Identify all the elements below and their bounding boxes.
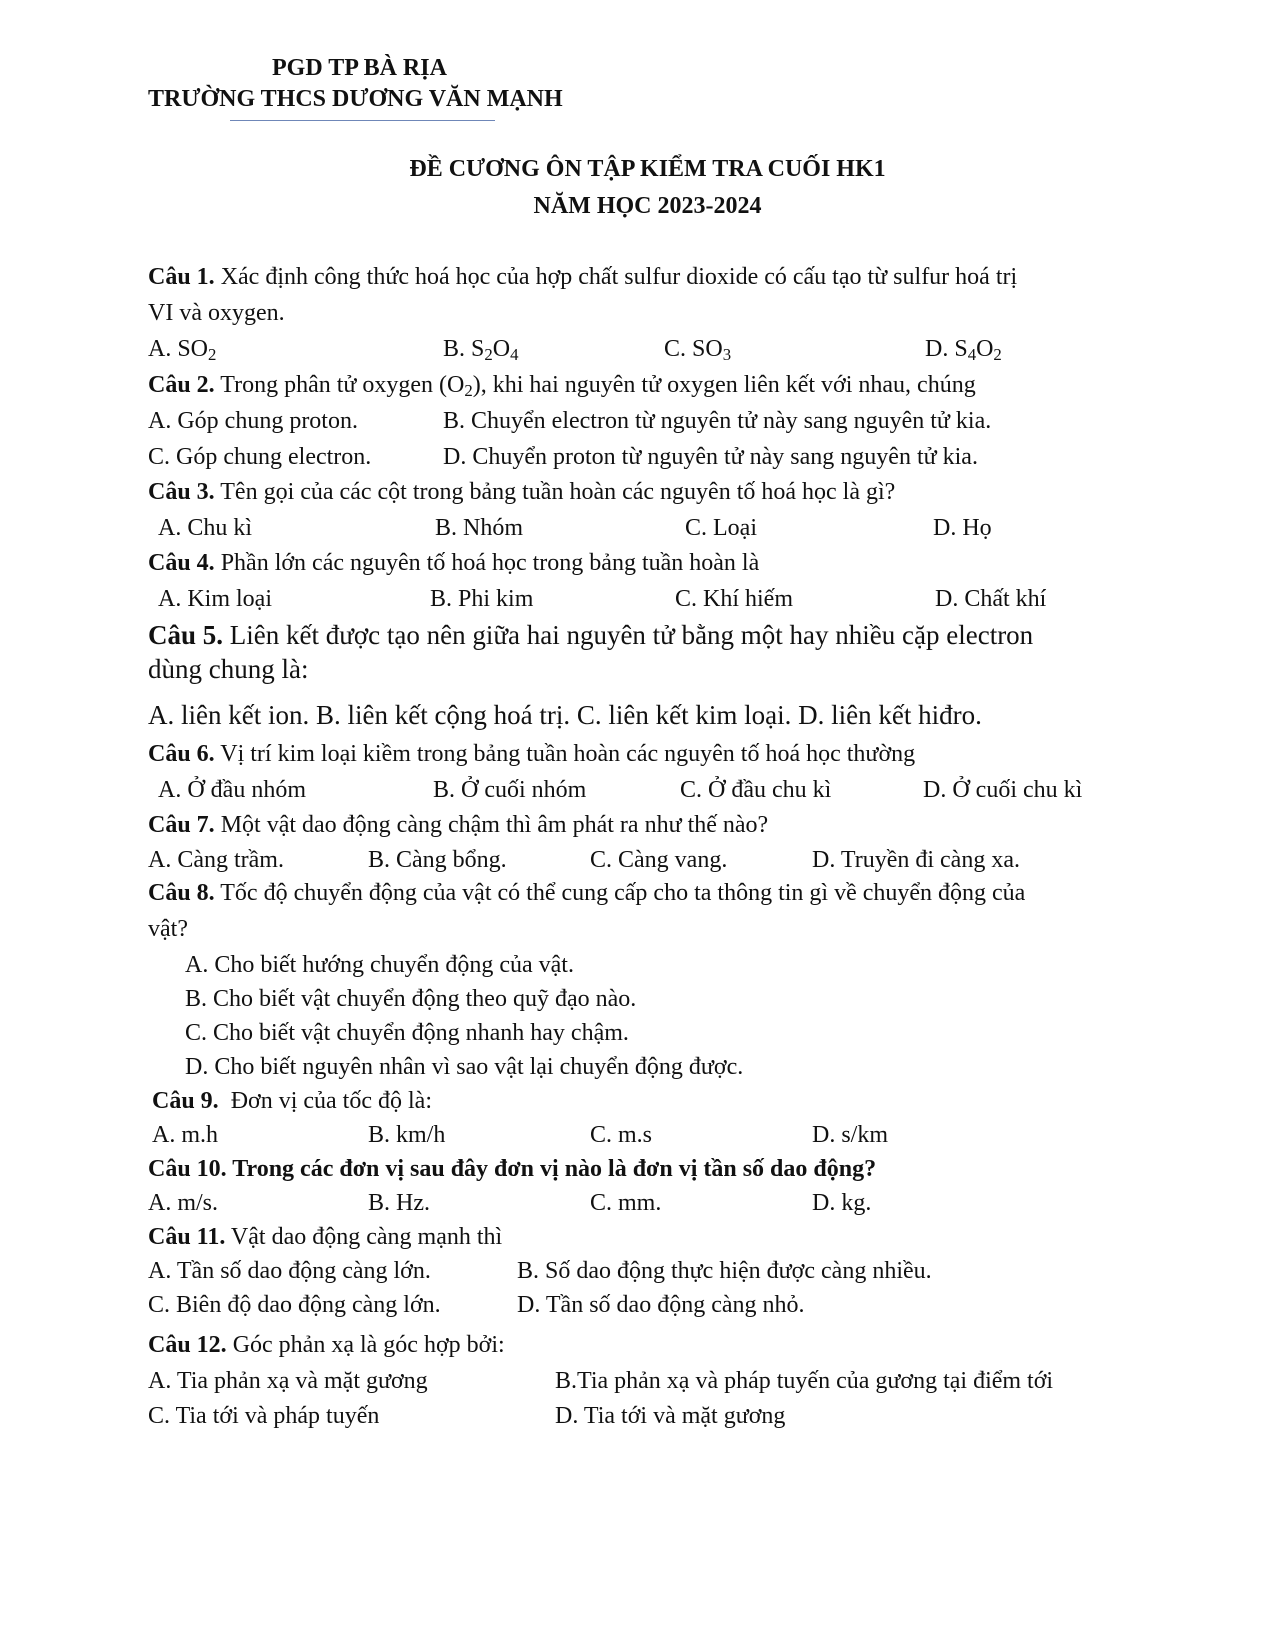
option-d: D. Tần số dao động càng nhỏ. [517,1292,805,1318]
option-d: D. Chất khí [935,586,1047,612]
question-label: Câu 4. [148,550,215,576]
question-label: Câu 8. [148,880,215,906]
option-b: B. Cho biết vật chuyển động theo quỹ đạo nào. [185,986,637,1012]
option-c: C. Biên độ dao động càng lớn. [148,1292,441,1318]
option-a: A. Càng trầm. [148,847,284,873]
option-b: B. Càng bổng. [368,847,507,873]
question-text: Tốc độ chuyển động của vật có thể cung cấp cho ta thông tin gì về chuyển động của [214,880,1026,906]
option-a: A. Ở đầu nhóm [158,777,306,803]
option-c: C. mm. [590,1190,662,1216]
option-a: A. m.h [152,1122,218,1148]
option-d: D. Chuyển proton từ nguyên tử này sang nguyên tử kia. [443,444,978,470]
question-6 [148,739,915,769]
option-a: A. Kim loại [158,586,272,612]
question-text: Phần lớn các nguyên tố hoá học trong bảng tuần hoàn là [214,550,760,576]
question-text: Vị trí kim loại kiềm trong bảng tuần hoàn các nguyên tố hoá học thường [214,741,916,767]
option-c: C. Càng vang. [590,847,728,873]
question-label: Câu 11. [148,1224,226,1250]
option-c: C. Tia tới và pháp tuyến [148,1403,380,1429]
header-underline [230,120,495,121]
question-1-cont: VI và oxygen. [148,300,285,326]
option-d: D. kg. [812,1190,872,1216]
question-1 [148,262,1017,292]
question-text: Đơn vị của tốc độ là: [218,1088,432,1114]
question-text: Tên gọi của các cột trong bảng tuần hoàn các nguyên tố hoá học là gì? [214,479,896,505]
option-c: C. $SO_3$ [664,336,732,365]
option-d: D. Họ [933,515,992,541]
question-5-cont: dùng chung là: [148,654,309,684]
option-c: C. Cho biết vật chuyển động nhanh hay chậm. [185,1020,629,1046]
question-5 [148,620,1033,650]
option-a: A. Cho biết hướng chuyển động của vật. [185,952,574,978]
option-d: D. $S_4O_2$ [925,336,1002,365]
option-d: D. Tia tới và mặt gương [555,1403,786,1429]
options-row: A. liên kết ion. B. liên kết cộng hoá trị. C. liên kết kim loại. D. liên kết hiđro. [148,700,982,730]
question-2: Câu 2. Trong phân tử oxygen $(O_2)$, khi hai nguyên tử oxygen liên kết với nhau, chúng [148,372,976,401]
option-d: D. Cho biết nguyên nhân vì sao vật lại chuyển động được. [185,1054,744,1080]
question-label: Câu 10. [148,1156,227,1182]
question-8 [148,878,1025,908]
question-label: Câu 2. [148,372,215,398]
option-a: A. $SO_2$ [148,336,217,365]
question-7 [148,810,768,840]
option-c: C. m.s [590,1122,653,1148]
question-3 [148,477,895,507]
school-year: NĂM HỌC 2023-2024 [533,193,762,219]
option-a: A. Tần số dao động càng lớn. [148,1258,431,1284]
option-d: D. s/km [812,1122,889,1148]
question-4 [148,548,759,578]
option-d: D. Truyền đi càng xa. [812,847,1020,873]
option-b: B.Tia phản xạ và pháp tuyến của gương tại điểm tới [555,1368,1054,1394]
option-b: B. Nhóm [435,515,524,541]
question-text: Liên kết được tạo nên giữa hai nguyên tử bằng một hay nhiều cặp electron [223,620,1034,650]
question-text: Trong các đơn vị sau đây đơn vị nào là đơn vị tần số dao động? [226,1156,877,1182]
option-d: D. Ở cuối chu kì [923,777,1083,803]
question-text: Góc phản xạ là góc hợp bởi: [226,1332,505,1358]
question-8-cont: vật? [148,916,188,942]
option-a: A. m/s. [148,1190,219,1216]
option-b: B. Số dao động thực hiện được càng nhiều. [517,1258,932,1284]
option-b: B. Phi kim [430,586,534,612]
option-b: B. Chuyển electron từ nguyên tử này sang nguyên tử kia. [443,408,992,434]
question-9 [152,1086,432,1116]
option-c: C. Loại [685,515,757,541]
question-text: Vật dao động càng mạnh thì [225,1224,503,1250]
option-c: C. Ở đầu chu kì [680,777,832,803]
option-b: B. Hz. [368,1190,430,1216]
option-c: C. Khí hiếm [675,586,793,612]
document-title: ĐỀ CƯƠNG ÔN TẬP KIỂM TRA CUỐI HK1 [409,156,886,182]
school-name: TRƯỜNG THCS DƯƠNG VĂN MẠNH [148,86,563,112]
department-name: PGD TP BÀ RỊA [272,55,447,81]
question-label: Câu 7. [148,812,215,838]
question-label: Câu 3. [148,479,215,505]
question-10 [148,1154,876,1184]
question-text: Xác định công thức hoá học của hợp chất sulfur dioxide có cấu tạo từ sulfur hoá trị [214,264,1018,290]
option-a: A. Góp chung proton. [148,408,358,434]
option-b: B. $S_2O_4$ [443,336,519,365]
question-label: Câu 12. [148,1332,227,1358]
question-text: Một vật dao động càng chậm thì âm phát ra như thế nào? [214,812,769,838]
question-label: Câu 5. [148,620,224,650]
option-a: A. Tia phản xạ và mặt gương [148,1368,428,1394]
option-a: A. Chu kì [158,515,253,541]
question-11 [148,1222,502,1252]
question-12 [148,1330,505,1360]
option-c: C. Góp chung electron. [148,444,372,470]
question-label: Câu 6. [148,741,215,767]
question-label: Câu 1. [148,264,215,290]
option-b: B. Ở cuối nhóm [433,777,587,803]
option-b: B. km/h [368,1122,446,1148]
question-label: Câu 9. [152,1088,219,1114]
